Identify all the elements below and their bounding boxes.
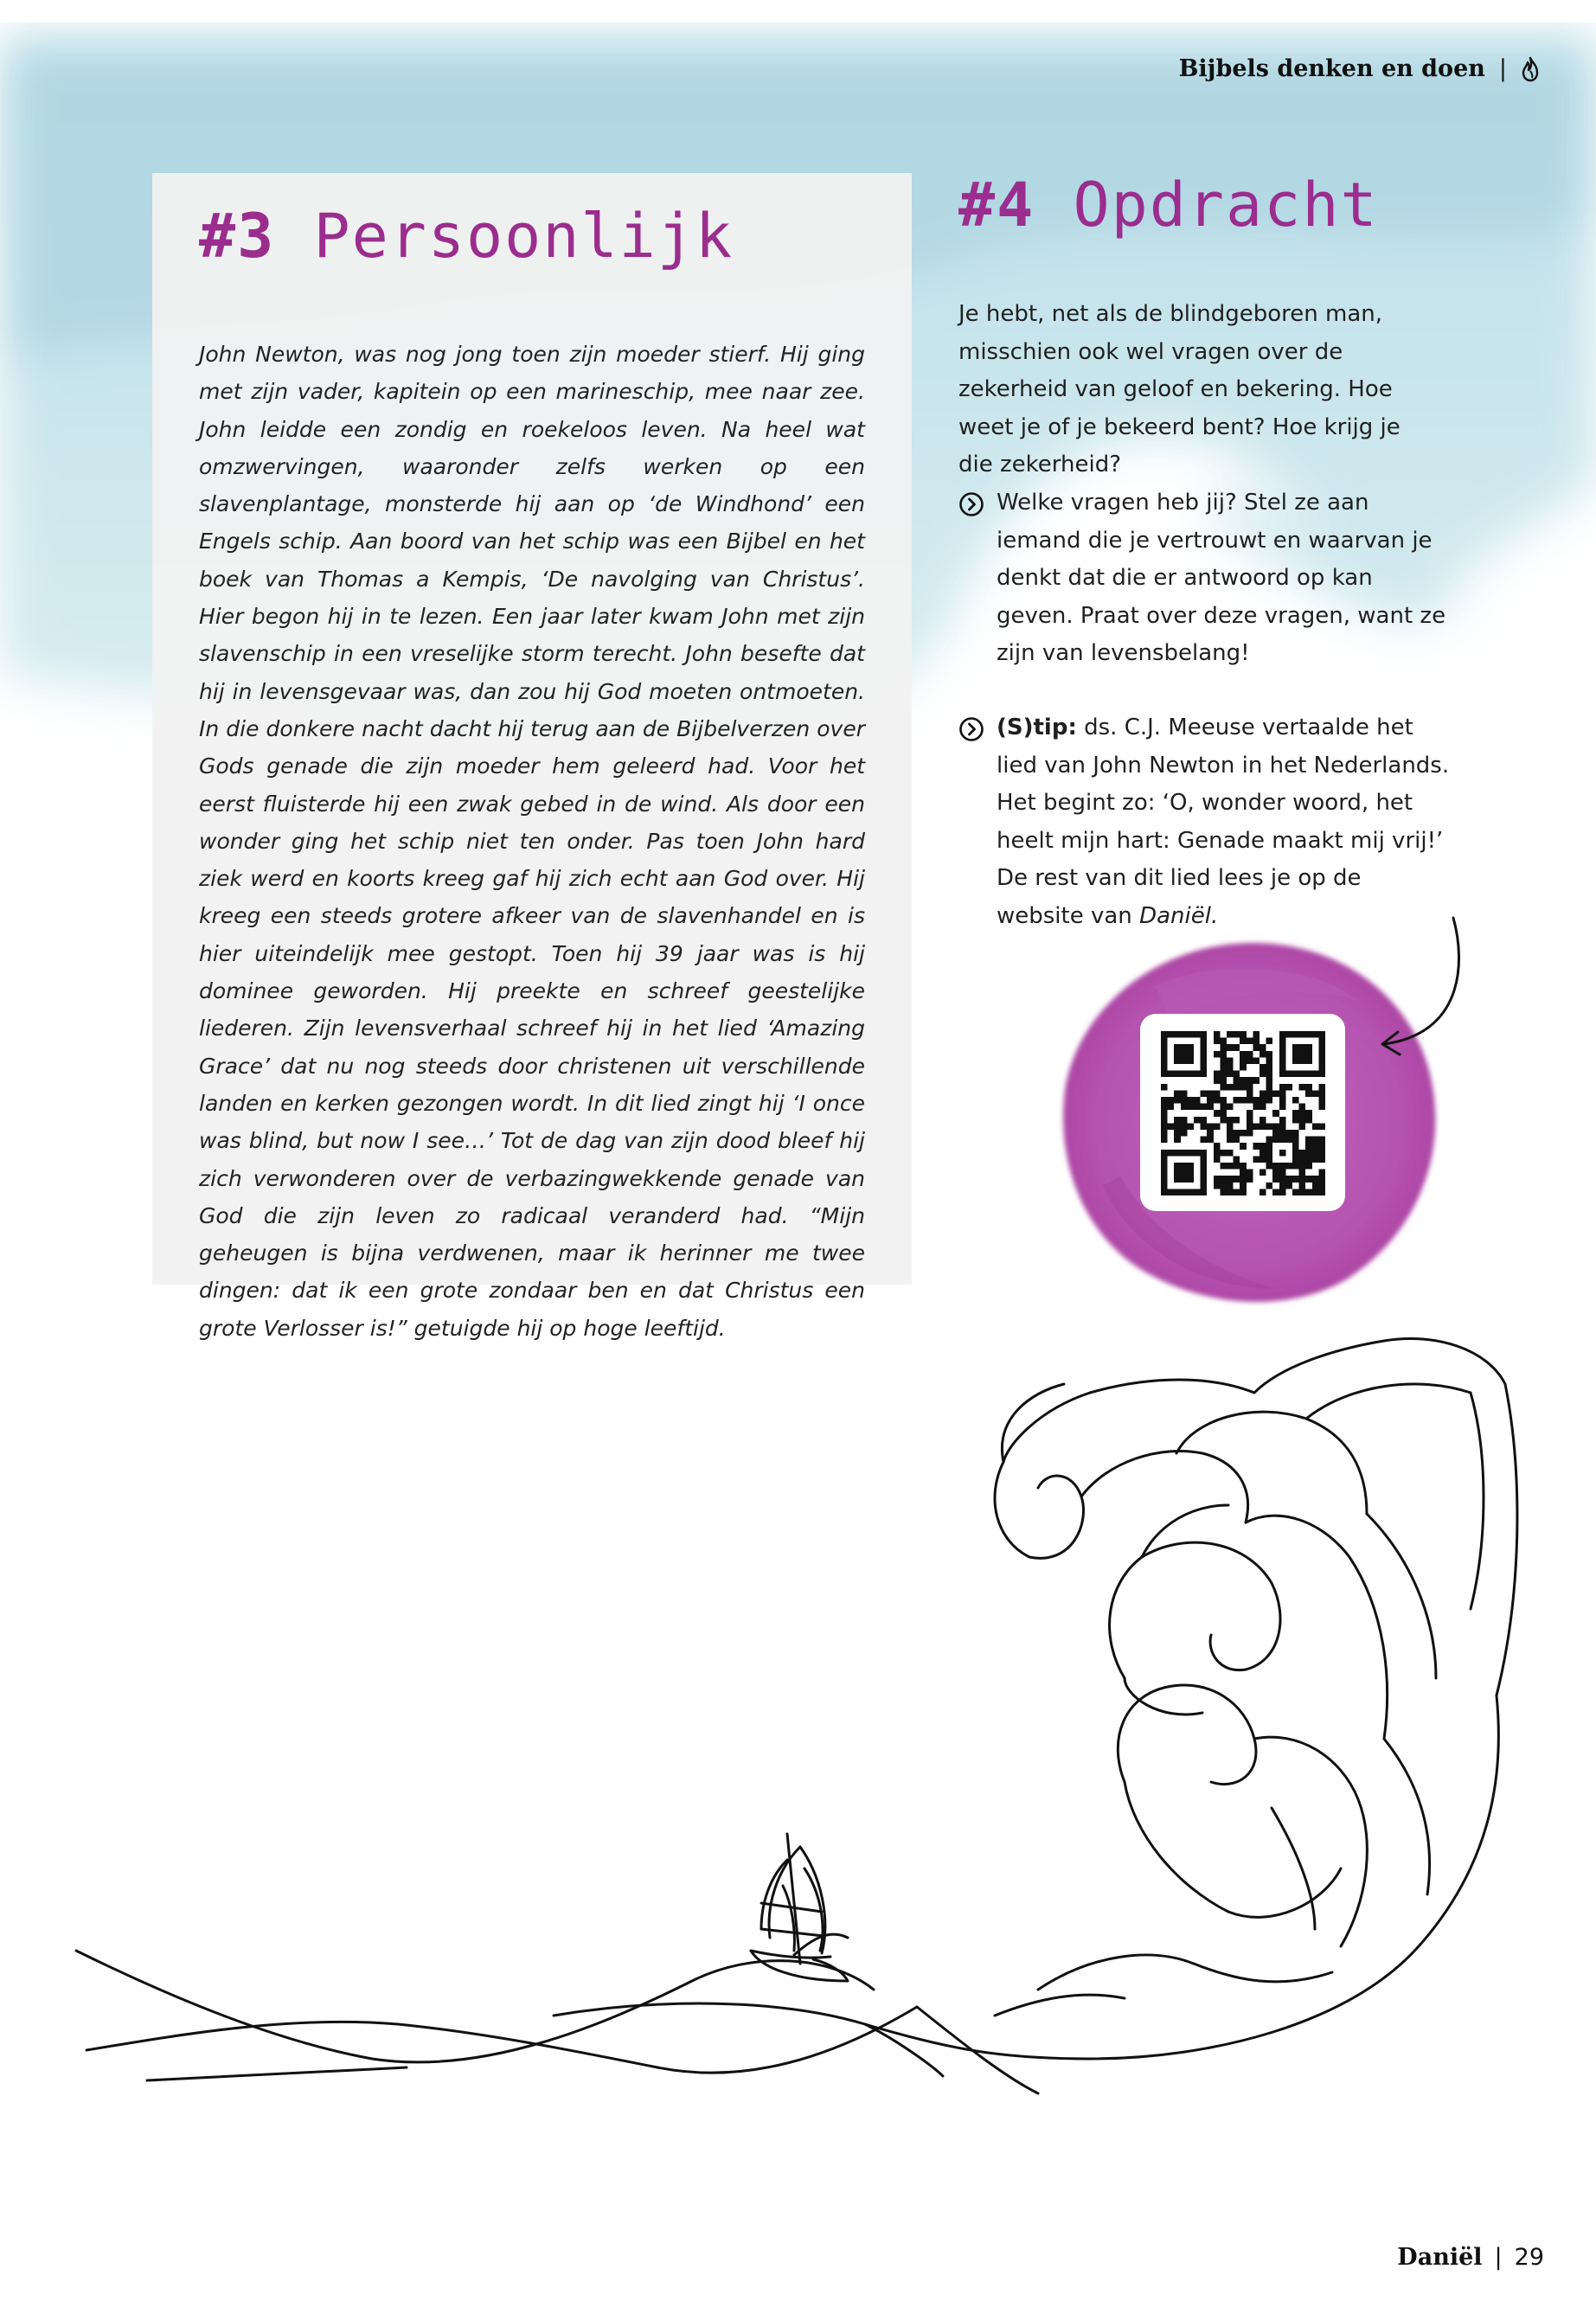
tip-label: (S)tip: xyxy=(997,715,1077,740)
qr-code-icon[interactable] xyxy=(1161,1031,1325,1195)
tip-body: ds. C.J. Meeuse vertaalde het lied van John Newton in het Nederlands. Het begint zo: ‘O, wonder woord, het heelt mijn hart: Genade maakt mij vrij!’ De rest van dit lied lees je op de website van xyxy=(997,715,1450,929)
chevron-right-circle-icon xyxy=(958,491,984,517)
flame-icon xyxy=(1521,56,1540,82)
header-separator: | xyxy=(1498,55,1507,82)
waves-illustration xyxy=(0,1298,1596,2163)
opdracht-intro: Je hebt, net als de blindgeboren man, misschien ook wel vragen over de zekerheid van geloof en bekering. Hoe weet je of je bekeerd bent? Hoe krijg je die zekerheid? xyxy=(958,301,1401,478)
bullet-questions xyxy=(958,484,1452,673)
section3-number: #3 xyxy=(199,201,276,272)
section3-title: Persoonlijk xyxy=(313,201,734,272)
tip-magazine-name: Daniël. xyxy=(1139,902,1219,929)
magazine-name: Daniël xyxy=(1397,2244,1483,2271)
tip-text-block xyxy=(997,709,1452,935)
section4-heading xyxy=(958,170,1379,240)
section3-heading xyxy=(199,201,734,272)
page-footer xyxy=(1397,2244,1544,2271)
curved-arrow-icon xyxy=(1367,913,1471,1068)
page-number: 29 xyxy=(1514,2244,1544,2271)
bullet-questions-text: Welke vragen heb jij? Stel ze aan iemand die je vertrouwt en waarvan je denkt dat die er antwoord op kan geven. Praat over deze vragen, want ze zijn van levensbelang! xyxy=(997,490,1446,666)
bullet-tip xyxy=(958,709,1452,935)
section-label: Bijbels denken en doen xyxy=(1178,55,1485,82)
running-header xyxy=(1179,55,1540,82)
section4-title: Opdracht xyxy=(1073,170,1379,240)
newton-story: John Newton, was nog jong toen zijn moeder stierf. Hij ging met zijn vader, kapitein op een marineschip, mee naar zee. John leidde een zondig en roekeloos leven. Na heel wat omzwervingen, waaronder zelfs werken op een slavenplantage, monsterde hij aan op ‘de Windhond’ een Engels schip. Aan boord van het schip was een Bijbel en het boek van Thomas a Kempis, ‘De navolging van Christus’. Hier begon hij in te lezen. Een jaar later kwam John met zijn slavenschip in een vreselijke storm terecht. John besefte dat hij in levensgevaar was, dan zou hij God moeten ontmoeten. In die donkere nacht dacht hij terug aan de Bijbelverzen over Gods genade die zijn moeder hem geleerd had. Voor het eerst fluisterde hij een zwak gebed in de wind. Als door een wonder ging het schip niet ten onder. Pas toen John hard ziek werd en koorts kreeg gaf hij zich echt aan God over. Hij kreeg een steeds grotere afkeer van de slavenhandel en is hier uiteindelijk mee gestopt. Toen hij 39 jaar was is hij dominee geworden. Hij preekte en schreef geestelijke liederen. Zijn levensverhaal schreef hij in het lied ‘Amazing Grace’ dat nu nog steeds door christenen uit verschillende landen en kerken gezongen wordt. In dit lied zingt hij ‘I once was blind, but now I see…’ Tot de dag van zijn dood bleef hij zich verwonderen over de verbazingwekkende genade van God die zijn leven zo radicaal veranderd had. “Mijn geheugen is bijna verdwenen, maar ik herinner me twee dingen: dat ik een grote zondaar ben en dat Christus een grote Verlosser is!” getuigde hij op hoge leeftijd. xyxy=(199,342,865,1341)
chevron-right-circle-icon xyxy=(958,716,984,742)
section4-number: #4 xyxy=(958,170,1035,240)
footer-separator: | xyxy=(1494,2244,1503,2271)
